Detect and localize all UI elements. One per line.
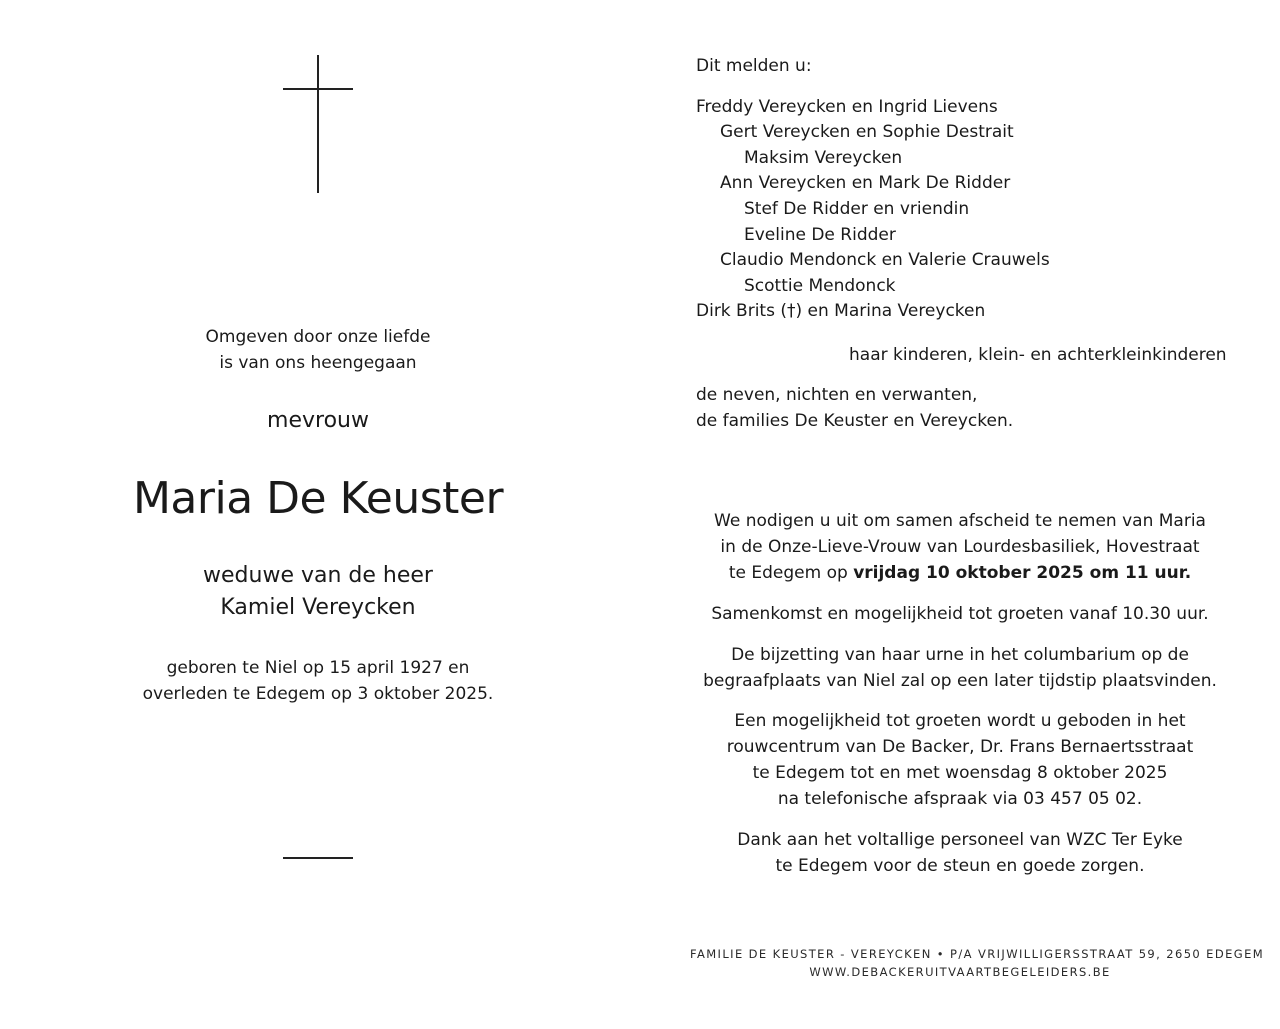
thanks-line-1: Dank aan het voltallige personeel van WZC Ter Eyke xyxy=(737,830,1183,850)
relatives-line-2: de families De Keuster en Vereycken. xyxy=(696,411,1014,431)
invite-line-2: in de Onze-Lieve-Vrouw van Lourdesbasiliek, Hovestraat xyxy=(720,537,1200,557)
family-member: Maksim Vereycken xyxy=(744,147,903,168)
gathering-line: Samenkomst en mogelijkheid tot groeten vanaf 10.30 uur. xyxy=(711,604,1209,624)
footer-website[interactable]: WWW.DEBACKERUITVAARTBEGELEIDERS.BE xyxy=(809,965,1111,979)
ceremony-date: vrijdag 10 oktober 2025 om 11 uur. xyxy=(853,563,1192,583)
family-member: Stef De Ridder en vriendin xyxy=(744,198,970,219)
spacer xyxy=(696,80,1236,95)
relatives-text xyxy=(696,382,1013,434)
visit-line-1: Een mogelijkheid tot groeten wordt u geboden in het xyxy=(734,711,1186,731)
cross-icon-vertical xyxy=(317,55,319,193)
invitation-paragraph xyxy=(696,508,1224,586)
widow-text xyxy=(60,560,576,624)
family-member: Scottie Mendonck xyxy=(744,275,896,296)
family-member: Dirk Brits (†) en Marina Vereycken xyxy=(696,301,986,322)
honorific: mevrouw xyxy=(267,408,369,433)
footer xyxy=(690,945,1265,981)
intro-line-1: Omgeven door onze liefde xyxy=(205,327,431,347)
family-member: Gert Vereycken en Sophie Destrait xyxy=(720,122,1014,143)
visit-line-3: te Edegem tot en met woensdag 8 oktober 2025 xyxy=(752,763,1168,783)
thanks-line-2: te Edegem voor de steun en goede zorgen. xyxy=(775,856,1145,876)
divider-line xyxy=(283,857,353,859)
burial-line-2: begraafplaats van Niel zal op een later tijdstip plaatsvinden. xyxy=(703,671,1217,691)
footer-address: FAMILIE DE KEUSTER - VEREYCKEN • P/A VRIJWILLIGERSSTRAAT 59, 2650 EDEGEM xyxy=(690,947,1265,961)
intro-text xyxy=(60,324,576,376)
family-member: Claudio Mendonck en Valerie Crauwels xyxy=(720,250,1050,271)
widow-line-1: weduwe van de heer xyxy=(203,563,433,588)
visitation-paragraph xyxy=(696,708,1224,812)
visit-line-2: rouwcentrum van De Backer, Dr. Frans Bernaertsstraat xyxy=(726,737,1194,757)
deceased-name: Maria De Keuster xyxy=(132,473,504,524)
invite-prefix: te Edegem op xyxy=(728,563,854,583)
invite-line-1: We nodigen u uit om samen afscheid te nemen van Maria xyxy=(714,511,1206,531)
burial-paragraph xyxy=(696,642,1224,694)
thanks-paragraph xyxy=(696,827,1224,879)
birth-line: geboren te Niel op 15 april 1927 en xyxy=(166,658,470,678)
family-heading: Dit melden u: xyxy=(696,56,812,76)
family-member: Freddy Vereycken en Ingrid Lievens xyxy=(696,96,998,117)
kids-line: haar kinderen, klein- en achterkleinkinderen xyxy=(849,345,1227,365)
burial-line-1: De bijzetting van haar urne in het columbarium op de xyxy=(731,645,1189,665)
visit-line-4: na telefonische afspraak via 03 457 05 02. xyxy=(777,789,1143,809)
family-list xyxy=(696,54,1236,325)
life-dates xyxy=(60,655,576,707)
cross-icon-horizontal xyxy=(283,88,353,90)
death-line: overleden te Edegem op 3 oktober 2025. xyxy=(142,684,494,704)
family-member: Eveline De Ridder xyxy=(744,224,896,245)
intro-line-2: is van ons heengegaan xyxy=(219,353,417,373)
widow-line-2: Kamiel Vereycken xyxy=(220,595,416,620)
relatives-line-1: de neven, nichten en verwanten, xyxy=(696,385,978,405)
family-member: Ann Vereycken en Mark De Ridder xyxy=(720,173,1011,194)
gathering-paragraph xyxy=(696,601,1224,627)
invite-line-3 xyxy=(696,560,1224,586)
